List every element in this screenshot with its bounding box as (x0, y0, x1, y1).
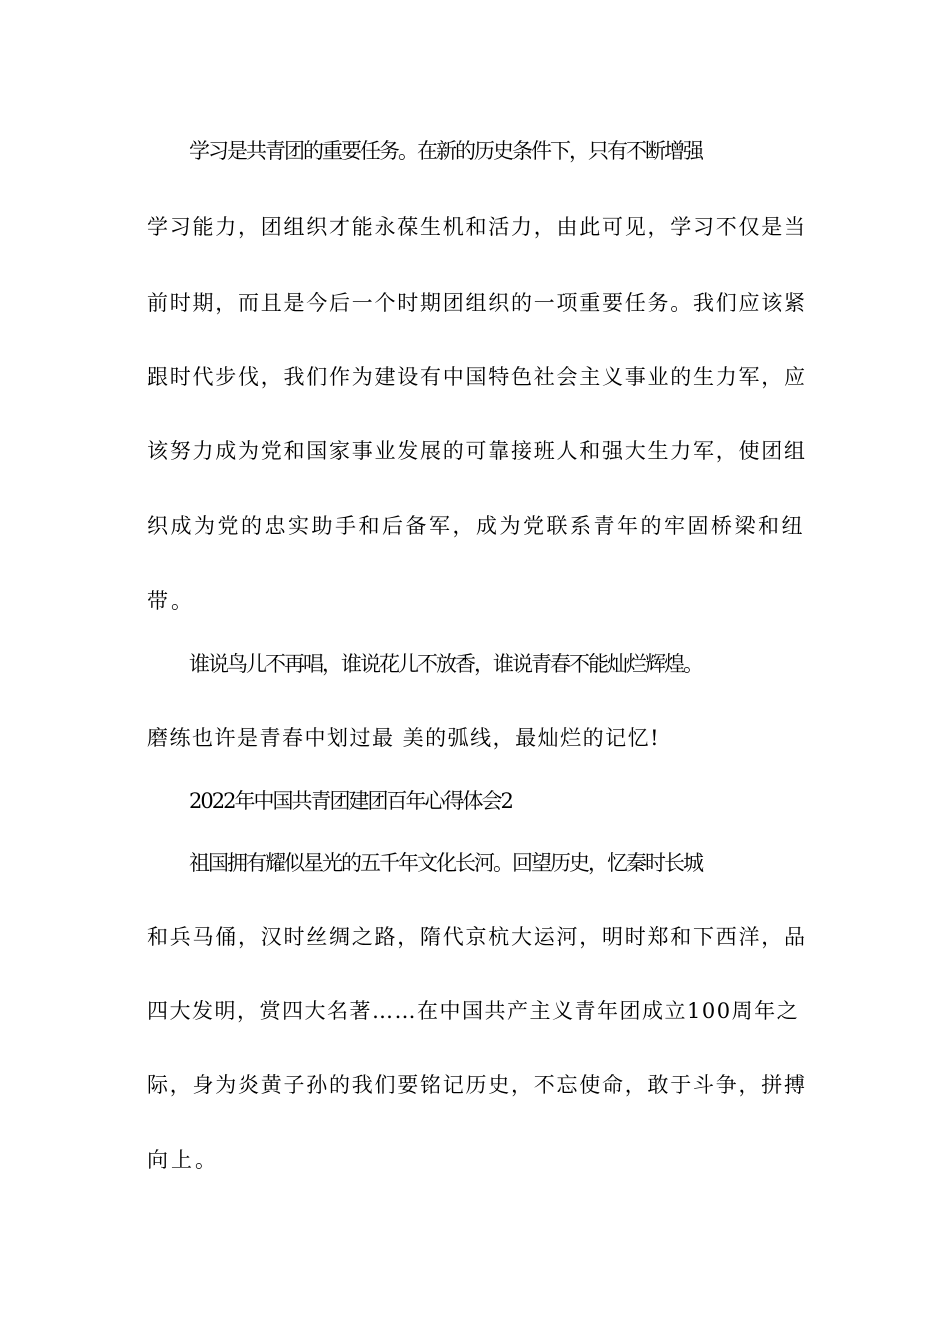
text-line: 际，身为炎黄子孙的我们要铭记历史，不忘使命，敢于斗争，拼搏 (147, 1073, 807, 1097)
text-line: 祖国拥有耀似星光的五千年文化长河。回望历史，忆秦时长城 (189, 851, 702, 875)
section-heading: 2022年中国共青团建团百年心得体会2 (189, 789, 512, 813)
text-line: 学习是共青团的重要任务。在新的历史条件下，只有不断增强 (189, 139, 702, 163)
text-line: 谁说鸟儿不再唱，谁说花儿不放香，谁说青春不能灿烂辉煌。 (189, 652, 702, 676)
text-line: 织成为党的忠实助手和后备军，成为党联系青年的牢固桥梁和纽 (147, 514, 805, 538)
text-line: 前时期，而且是今后一个时期团组织的一项重要任务。我们应该紧 (147, 291, 807, 315)
text-line: 学习能力，团组织才能永葆生机和活力，由此可见，学习不仅是当 (147, 215, 807, 239)
text-line: 跟时代步伐，我们作为建设有中国特色社会主义事业的生力军，应 (147, 365, 807, 389)
text-line: 带。 (147, 589, 195, 613)
text-line: 磨练也许是青春中划过最 美的弧线，最灿烂的记忆! (147, 726, 661, 750)
text-line: 向上。 (147, 1148, 219, 1172)
text-line: 该努力成为党和国家事业发展的可靠接班人和强大生力军，使团组 (147, 439, 807, 463)
text-line: 四大发明，赏四大名著……在中国共产主义青年团成立100周年之 (147, 999, 800, 1023)
text-line: 和兵马俑，汉时丝绸之路，隋代京杭大运河，明时郑和下西洋，品 (147, 925, 807, 949)
